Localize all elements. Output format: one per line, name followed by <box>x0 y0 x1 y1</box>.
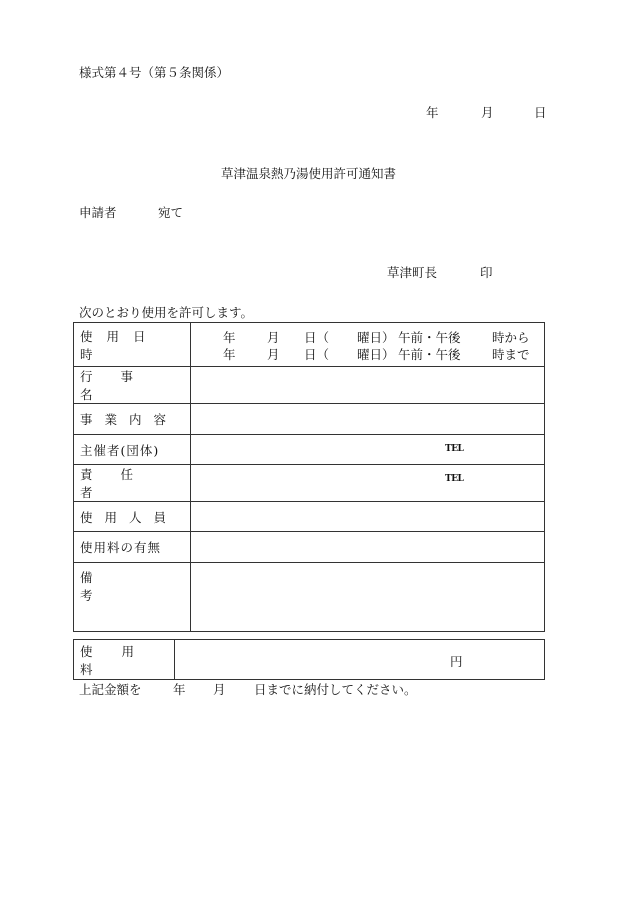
fee-label: 使用料 <box>80 643 164 677</box>
issuer-name: 草津町長 <box>387 265 438 280</box>
row-usage-datetime <box>74 323 545 367</box>
addressee-suffix: 宛て <box>158 205 184 220</box>
label-remarks <box>74 563 191 632</box>
to-year: 年 <box>223 346 236 362</box>
business-content-label: 事業内容 <box>80 412 179 427</box>
date-year: 年 <box>426 105 439 120</box>
date-day: 日 <box>534 105 547 120</box>
label-business-content <box>74 404 191 435</box>
business-content-value <box>191 404 545 435</box>
responsible-label: 責任者 <box>80 467 162 500</box>
responsible-tel: TEL <box>445 474 464 484</box>
from-day: 日（ <box>304 329 330 345</box>
label-fee <box>74 640 175 680</box>
attendees-value <box>191 502 545 532</box>
row-remarks <box>74 563 545 632</box>
usage-datetime-value <box>191 323 545 367</box>
fee-presence-label: 使用料の有無 <box>80 540 162 555</box>
to-month: 月 <box>267 346 280 362</box>
fee-value <box>175 640 545 680</box>
form-number: 様式第４号（第５条関係） <box>79 65 230 80</box>
date-month: 月 <box>481 105 494 120</box>
usage-datetime-text: 使用日時 <box>80 328 160 362</box>
label-responsible <box>74 465 191 502</box>
row-event-name <box>74 367 545 404</box>
to-ampm: 午前・午後 <box>398 346 461 362</box>
to-time: 時まで <box>492 346 530 362</box>
remarks-value <box>191 563 545 632</box>
payment-suffix: 日までに納付してください。 <box>254 682 417 697</box>
from-weekday: 曜日） <box>357 329 395 345</box>
event-name-value <box>191 367 545 404</box>
organizer-value <box>191 435 545 465</box>
intro-text: 次のとおり使用を許可します。 <box>79 305 254 320</box>
fee-presence-value <box>191 532 545 563</box>
datetime-line-from <box>191 328 544 345</box>
payment-month: 月 <box>213 682 226 697</box>
issuer-seal: 印 <box>480 265 493 280</box>
row-fee <box>74 640 545 680</box>
payment-year: 年 <box>173 682 186 697</box>
row-attendees <box>74 502 545 532</box>
row-fee-presence <box>74 532 545 563</box>
addressee-label: 申請者 <box>79 205 117 220</box>
payment-prefix: 上記金額を <box>79 682 142 697</box>
responsible-value <box>191 465 545 502</box>
fee-table <box>73 639 545 680</box>
remarks-label: 備考 <box>80 570 160 603</box>
attendees-label: 使用人員 <box>80 509 179 525</box>
document-title: 草津温泉熱乃湯使用許可通知書 <box>221 166 397 181</box>
datetime-line-to <box>191 345 544 362</box>
label-usage-datetime <box>74 323 191 367</box>
from-year: 年 <box>223 329 236 345</box>
to-day: 日（ <box>304 346 330 362</box>
organizer-label: 主催者(団体) <box>80 442 160 458</box>
from-ampm: 午前・午後 <box>398 329 461 345</box>
label-fee-presence <box>74 532 191 563</box>
row-organizer <box>74 435 545 465</box>
from-time: 時から <box>492 329 530 345</box>
organizer-tel: TEL <box>445 444 464 454</box>
from-month: 月 <box>267 329 280 345</box>
usage-datetime-label <box>80 327 184 363</box>
row-responsible <box>74 465 545 502</box>
row-business-content <box>74 404 545 435</box>
to-weekday: 曜日） <box>357 346 395 362</box>
event-name-label: 行事名 <box>80 369 162 402</box>
fee-unit: 円 <box>450 654 463 669</box>
label-organizer <box>74 435 191 465</box>
permit-table <box>73 322 545 632</box>
label-event-name <box>74 367 191 404</box>
label-attendees <box>74 502 191 532</box>
